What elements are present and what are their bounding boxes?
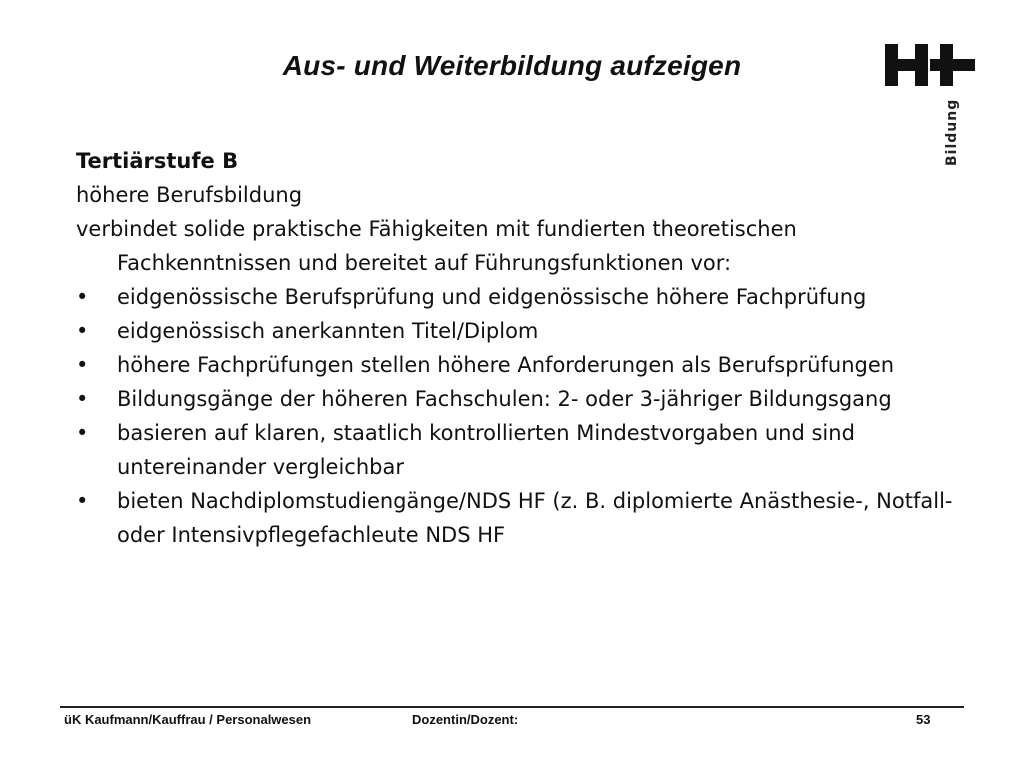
bullet-glyph: •: [76, 353, 89, 377]
footer-instructor: Dozentin/Dozent:: [412, 712, 519, 727]
footer-page-number: 53: [916, 712, 931, 727]
bullet-glyph: •: [76, 319, 89, 343]
list-item: [76, 382, 976, 416]
slide-title: Aus- und Weiterbildung aufzeigen: [282, 50, 742, 81]
list-item: [76, 314, 976, 348]
bullet-glyph: •: [76, 421, 89, 445]
slide-content: [76, 144, 976, 552]
list-item-text: bieten Nachdiplomstudiengänge/NDS HF (z. B. diplomierte Anästhesie-, Notfall- oder Intensivpflegefachleute NDS HF: [117, 489, 953, 547]
section-heading: Tertiärstufe B: [76, 149, 239, 173]
footer-divider: [60, 706, 964, 708]
list-item-text: eidgenössisch anerkannten Titel/Diplom: [117, 319, 539, 343]
list-item-text: eidgenössische Berufsprüfung und eidgenössische höhere Fachprüfung: [117, 285, 867, 309]
list-item-text: basieren auf klaren, staatlich kontrollierten Mindestvorgaben und sind untereinander vergleichbar: [117, 421, 855, 479]
list-item: [76, 484, 976, 552]
logo-text: Bildung: [944, 98, 960, 166]
intro-text: verbindet solide praktische Fähigkeiten mit fundierten theoretischen Fachkenntnissen und bereitet auf Führungsfunktionen vor:: [76, 217, 797, 275]
bullet-list: [76, 280, 976, 552]
list-item: [76, 348, 976, 382]
list-item-text: höhere Fachprüfungen stellen höhere Anforderungen als Berufsprüfungen: [117, 353, 895, 377]
bullet-glyph: •: [76, 285, 89, 309]
footer-course: üK Kaufmann/Kauffrau / Personalwesen: [64, 712, 312, 727]
list-item-text: Bildungsgänge der höheren Fachschulen: 2- oder 3-jähriger Bildungsgang: [117, 387, 892, 411]
bullet-glyph: •: [76, 387, 89, 411]
section-subheading: höhere Berufsbildung: [76, 183, 303, 207]
list-item: [76, 280, 976, 314]
list-item: [76, 416, 976, 484]
bullet-glyph: •: [76, 489, 89, 513]
